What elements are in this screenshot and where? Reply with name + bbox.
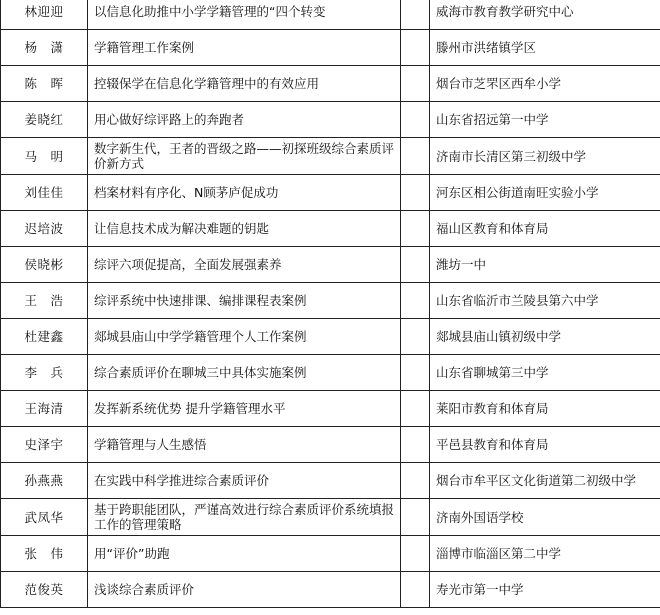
author-name-cell: 杨 潇 [1, 30, 88, 66]
work-unit-cell: 滕州市洪绪镇学区 [430, 30, 660, 66]
table-row [1, 499, 660, 536]
empty-cell [401, 175, 430, 211]
table-row [1, 572, 660, 608]
case-title-cell: 数字新生代，王者的晋级之路——初探班级综合素质评价新方式 [88, 138, 401, 175]
case-title-cell: 综合素质评价在聊城三中具体实施案例 [88, 355, 401, 391]
work-unit-cell: 山东省临沂市兰陵县第六中学 [430, 283, 660, 319]
author-name-cell: 杜建鑫 [1, 319, 88, 355]
table-row [1, 102, 660, 138]
case-title-cell: 学籍管理工作案例 [88, 30, 401, 66]
case-title-cell: 用心做好综评路上的奔跑者 [88, 102, 401, 138]
work-unit-cell: 寿光市第一中学 [430, 572, 660, 608]
case-title-cell: 档案材料有序化、N顾茅庐促成功 [88, 175, 401, 211]
case-title-cell: 以信息化助推中小学学籍管理的“四个转变 [88, 0, 401, 30]
author-name-cell: 孙燕燕 [1, 463, 88, 499]
author-name-cell: 史泽宇 [1, 427, 88, 463]
table-row [1, 175, 660, 211]
case-title-cell: 在实践中科学推进综合素质评价 [88, 463, 401, 499]
author-name-cell: 马 明 [1, 138, 88, 175]
author-name-cell: 姜晓红 [1, 102, 88, 138]
work-unit-cell: 平邑县教育和体育局 [430, 427, 660, 463]
author-name-cell: 张 伟 [1, 536, 88, 572]
case-title-cell: 综评六项促提高，全面发展强素养 [88, 247, 401, 283]
case-title-cell: 发挥新系统优势 提升学籍管理水平 [88, 391, 401, 427]
empty-cell [401, 319, 430, 355]
work-unit-cell: 山东省聊城第三中学 [430, 355, 660, 391]
table-row [1, 319, 660, 355]
author-name-cell: 陈 晖 [1, 66, 88, 102]
work-unit-cell: 济南外国语学校 [430, 499, 660, 536]
author-name-cell: 武凤华 [1, 499, 88, 536]
work-unit-cell: 烟台市牟平区文化街道第二初级中学 [430, 463, 660, 499]
case-title-cell: 控辍保学在信息化学籍管理中的有效应用 [88, 66, 401, 102]
empty-cell [401, 211, 430, 247]
work-unit-cell: 威海市教育教学研究中心 [430, 0, 660, 30]
case-title-cell: 让信息技术成为解决难题的钥匙 [88, 211, 401, 247]
empty-cell [401, 283, 430, 319]
empty-cell [401, 572, 430, 608]
empty-cell [401, 391, 430, 427]
table-row [1, 283, 660, 319]
author-name-cell: 范俊英 [1, 572, 88, 608]
table-row [1, 463, 660, 499]
table-row [1, 66, 660, 102]
empty-cell [401, 0, 430, 30]
case-title-cell: 郯城县庙山中学学籍管理个人工作案例 [88, 319, 401, 355]
roster-body [1, 0, 660, 608]
table-row [1, 211, 660, 247]
case-title-cell: 基于跨职能团队，严谨高效进行综合素质评价系统填报工作的管理策略 [88, 499, 401, 536]
work-unit-cell: 烟台市芝罘区西牟小学 [430, 66, 660, 102]
work-unit-cell: 郯城县庙山镇初级中学 [430, 319, 660, 355]
table-row [1, 138, 660, 175]
work-unit-cell: 淄博市临淄区第二中学 [430, 536, 660, 572]
empty-cell [401, 30, 430, 66]
empty-cell [401, 499, 430, 536]
empty-cell [401, 102, 430, 138]
author-name-cell: 王 浩 [1, 283, 88, 319]
empty-cell [401, 427, 430, 463]
work-unit-cell: 潍坊一中 [430, 247, 660, 283]
work-unit-cell: 福山区教育和体育局 [430, 211, 660, 247]
table-row [1, 355, 660, 391]
work-unit-cell: 山东省招远第一中学 [430, 102, 660, 138]
table-row [1, 30, 660, 66]
empty-cell [401, 247, 430, 283]
work-unit-cell: 莱阳市教育和体育局 [430, 391, 660, 427]
table-row [1, 0, 660, 30]
work-unit-cell: 济南市长清区第三初级中学 [430, 138, 660, 175]
table-row [1, 536, 660, 572]
case-title-cell: 用“评价”助跑 [88, 536, 401, 572]
author-name-cell: 刘佳佳 [1, 175, 88, 211]
author-name-cell: 林迎迎 [1, 0, 88, 30]
table-row [1, 247, 660, 283]
case-title-cell: 浅谈综合素质评价 [88, 572, 401, 608]
table-row [1, 391, 660, 427]
empty-cell [401, 536, 430, 572]
author-name-cell: 王海清 [1, 391, 88, 427]
empty-cell [401, 355, 430, 391]
empty-cell [401, 138, 430, 175]
author-name-cell: 李 兵 [1, 355, 88, 391]
work-unit-cell: 河东区相公街道南旺实验小学 [430, 175, 660, 211]
author-name-cell: 侯晓彬 [1, 247, 88, 283]
empty-cell [401, 463, 430, 499]
case-title-cell: 学籍管理与人生感悟 [88, 427, 401, 463]
case-title-cell: 综评系统中快速排课、编排课程表案例 [88, 283, 401, 319]
author-name-cell: 迟培波 [1, 211, 88, 247]
empty-cell [401, 66, 430, 102]
table-row [1, 427, 660, 463]
